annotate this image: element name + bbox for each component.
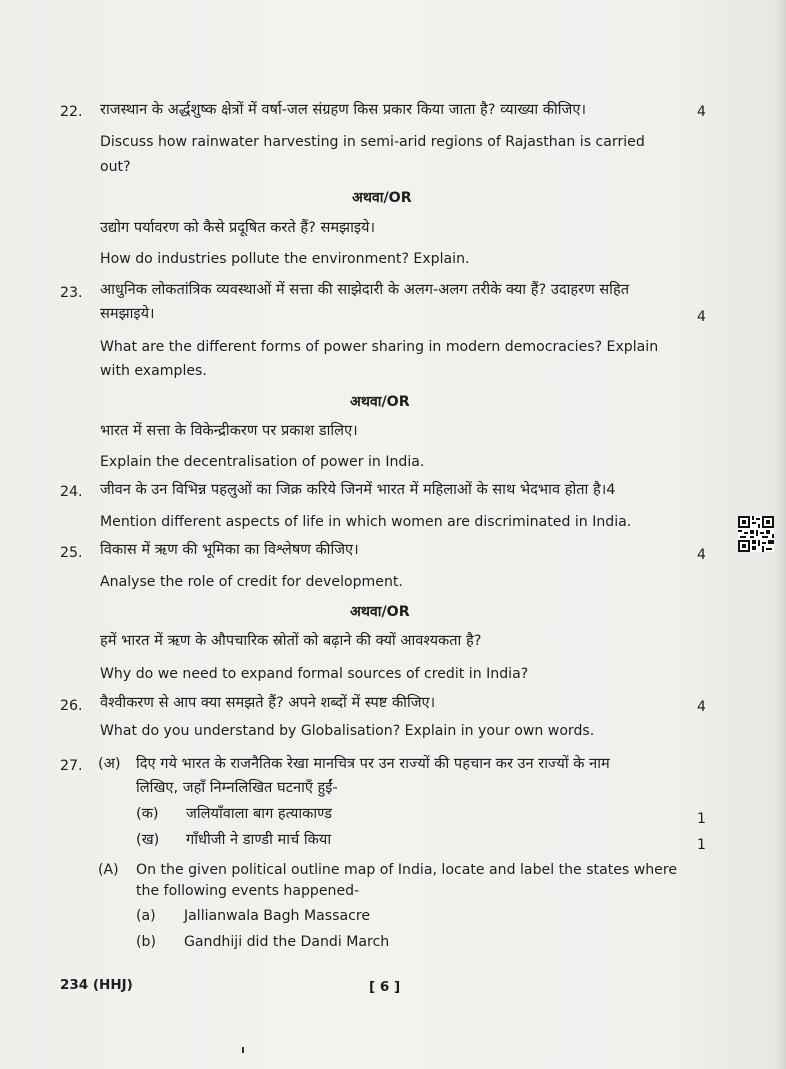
q27-hindi-item-a-label: (क) [136, 805, 159, 822]
q25-alt-hindi: हमें भारत में ऋण के औपचारिक स्रोतों को बढ़ाने की क्यों आवश्यकता है? [100, 632, 482, 649]
page-number: [ 6 ] [369, 979, 401, 995]
q25-alt-english: Why do we need to expand formal sources of credit in India? [100, 666, 529, 682]
q23-english-line1: What are the different forms of power sharing in modern democracies? Explain [100, 339, 659, 355]
q26-english: What do you understand by Globalisation? Explain in your own words. [100, 723, 595, 739]
q27-hindi-item-b-marks: 1 [697, 837, 706, 853]
q23-hindi-line1: आधुनिक लोकतांत्रिक व्यवस्थाओं में सत्ता की साझेदारी के अलग-अलग तरीके क्या हैं? उदाहरण सहित [100, 281, 630, 298]
q22-alt-english: How do industries pollute the environment? Explain. [100, 251, 470, 267]
q23-hindi-line2: समझाइये। [100, 305, 155, 322]
q27-part-english-line2: the following events happened- [136, 883, 360, 899]
q27-hindi-item-a-marks: 1 [697, 811, 706, 827]
q22-english-line1: Discuss how rainwater harvesting in semi-arid regions of Rajasthan is carried [100, 134, 645, 150]
q25-or-divider: अथवा/OR [350, 604, 410, 620]
q27-number: 27. [60, 758, 83, 774]
q27-english-item-a-label: (a) [136, 908, 156, 924]
q27-english-item-b-label: (b) [136, 934, 156, 950]
q26-hindi: वैश्वीकरण से आप क्या समझते हैं? अपने शब्दों में स्पष्ट कीजिए। [100, 694, 436, 711]
q27-part-hindi-line1: दिए गये भारत के राजनैतिक रेखा मानचित्र पर उन राज्यों की पहचान कर उन राज्यों के नाम [136, 755, 610, 772]
q27-hindi-item-b-label: (ख) [136, 831, 160, 848]
scan-speck [242, 1047, 244, 1053]
q24-hindi: जीवन के उन विभिन्न पहलुओं का जिक्र करिये जिनमें भारत में महिलाओं के साथ भेदभाव होता है।4 [100, 481, 616, 498]
q27-english-item-a-text: Jallianwala Bagh Massacre [184, 908, 370, 924]
q23-marks: 4 [697, 309, 706, 325]
q22-number: 22. [60, 104, 83, 120]
q23-english-line2: with examples. [100, 363, 207, 379]
q27-part-hindi-line2: लिखिए, जहाँ निम्नलिखित घटनाएँ हुईं- [136, 779, 338, 796]
q27-part-english-line1: On the given political outline map of India, locate and label the states where [136, 862, 678, 878]
q27-part-hindi-label: (अ) [98, 755, 121, 772]
q24-number: 24. [60, 484, 83, 500]
q22-hindi: राजस्थान के अर्द्धशुष्क क्षेत्रों में वर्षा-जल संग्रहण किस प्रकार किया जाता है? व्याख्या कीजिए। [100, 101, 586, 118]
q22-or-divider: अथवा/OR [352, 190, 412, 206]
q26-number: 26. [60, 698, 83, 714]
q25-hindi: विकास में ऋण की भूमिका का विश्लेषण कीजिए। [100, 541, 359, 558]
q22-alt-hindi: उद्योग पर्यावरण को कैसे प्रदूषित करते हैं? समझाइये। [100, 219, 376, 236]
q26-marks: 4 [697, 699, 706, 715]
q25-marks: 4 [697, 547, 706, 563]
qr-code-icon [738, 516, 774, 552]
q25-english: Analyse the role of credit for development. [100, 574, 403, 590]
paper-code: 234 (HHJ) [60, 977, 133, 993]
q22-marks: 4 [697, 104, 706, 120]
q27-part-english-label: (A) [98, 862, 119, 878]
q23-alt-english: Explain the decentralisation of power in India. [100, 454, 425, 470]
q22-english-line2: out? [100, 159, 131, 175]
q23-or-divider: अथवा/OR [350, 394, 410, 410]
q27-english-item-b-text: Gandhiji did the Dandi March [184, 934, 390, 950]
q24-english: Mention different aspects of life in which women are discriminated in India. [100, 514, 632, 530]
q27-hindi-item-b-text: गाँधीजी ने डाण्डी मार्च किया [186, 831, 332, 848]
q23-alt-hindi: भारत में सत्ता के विकेन्द्रीकरण पर प्रकाश डालिए। [100, 422, 358, 439]
q23-number: 23. [60, 285, 83, 301]
page-edge-shadow [774, 0, 786, 1069]
q27-hindi-item-a-text: जलियाँवाला बाग हत्याकाण्ड [186, 805, 332, 822]
q25-number: 25. [60, 545, 83, 561]
